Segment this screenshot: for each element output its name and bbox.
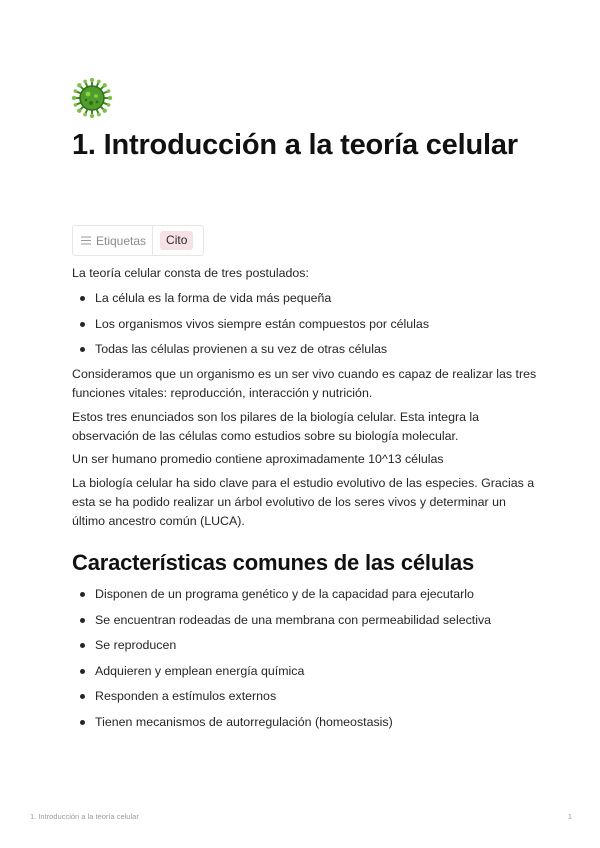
bullet-icon [80,694,85,699]
list-item [72,315,538,341]
footer-page-number: 1 [567,812,572,821]
bullet-icon [80,322,85,327]
bullet-icon [80,618,85,623]
list-item-text: Disponen de un programa genético y de la capacidad para ejecutarlo [95,587,474,601]
bullet-icon [80,296,85,301]
bullet-icon [80,720,85,725]
list-icon [81,234,91,248]
list-item [72,585,538,611]
list-item-text: Responden a estímulos externos [95,689,277,703]
characteristics-list [72,585,538,738]
footer-title: 1. Introducción a la teoría celular [30,812,139,821]
postulates-list [72,289,538,366]
tag-cito[interactable]: Cito [160,231,193,250]
list-item-text: Tienen mecanismos de autorregulación (homeostasis) [95,714,393,729]
list-item-text: Adquieren y emplean energía química [95,663,305,678]
list-item-text: Todas las células provienen a su vez de otras células [95,342,388,356]
page-title: 1. Introducción a la teoría celular [72,129,518,161]
list-item [72,662,538,688]
bullet-icon [80,347,85,352]
list-item [72,340,538,366]
list-item [72,636,538,662]
list-item-text: La célula es la forma de vida más pequeña [95,291,332,305]
property-label-text: Etiquetas [96,233,147,248]
bullet-icon [80,643,85,648]
paragraph-vital-functions: Consideramos que un organismo es un ser vivo cuando es capaz de realizar las tres funciones vitales: reproducción, interacción y nutrición. [72,367,537,400]
bullet-icon [80,592,85,597]
list-item [72,687,538,713]
property-label [73,226,153,255]
paragraph-human-cells: Un ser humano promedio contiene aproximadamente 10^13 células [72,452,444,466]
properties-block [72,225,204,256]
list-item [72,713,538,739]
list-item [72,289,538,315]
list-item-text: Se reproducen [95,638,177,652]
property-value [153,226,203,255]
bullet-icon [80,669,85,674]
list-item-text: Los organismos vivos siempre están compuestos por células [95,316,430,331]
list-item-text: Se encuentran rodeadas de una membrana con permeabilidad selectiva [95,612,492,627]
section-heading: Características comunes de las células [72,550,475,575]
list-item [72,611,538,637]
virus-icon [72,78,112,118]
paragraph-pillars: Estos tres enunciados son los pilares de la biología celular. Esta integra la observación de las células como estudios sobre su biología molecular. [72,410,480,443]
paragraph-evolution: La biología celular ha sido clave para el estudio evolutivo de las especies. Gracias a esta se ha podido realizar un árbol evolutivo de los seres vivos y determinar un último ancestro común (LUCA). [72,476,535,528]
intro-paragraph: La teoría celular consta de tres postulados: [72,266,309,280]
